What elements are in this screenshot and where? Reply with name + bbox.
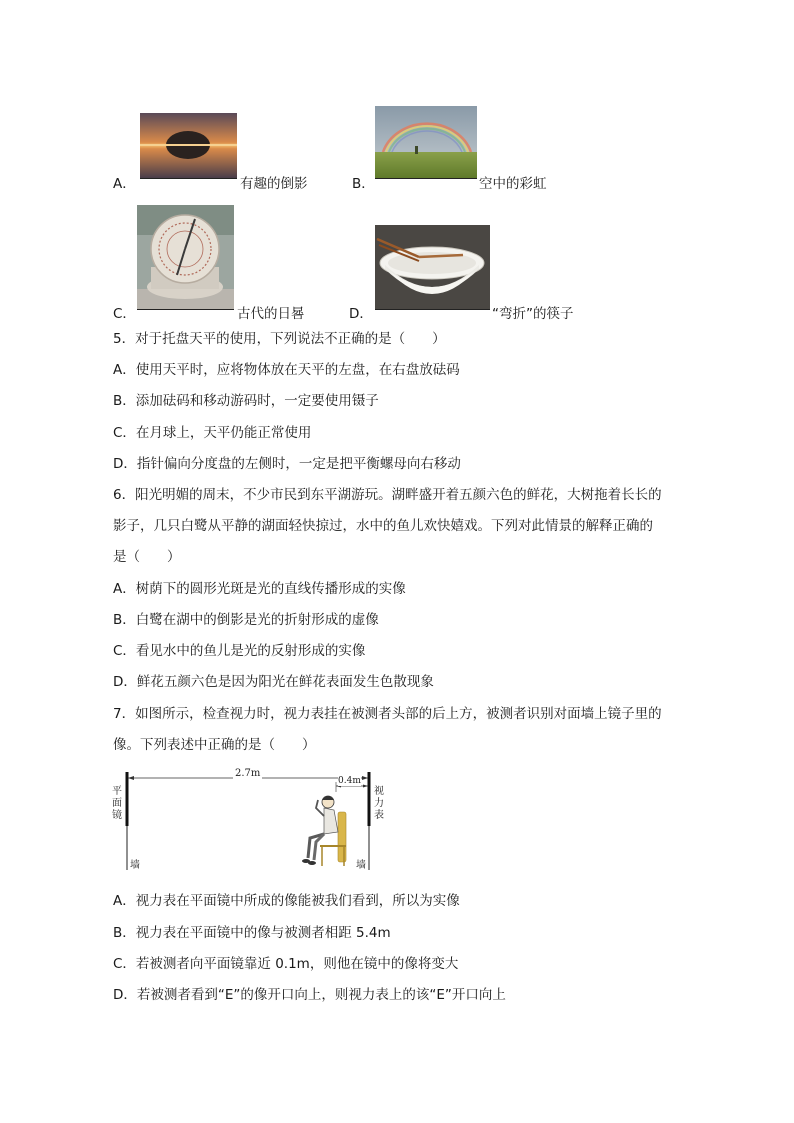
q6-option-b: B．白鹭在湖中的倒影是光的折射形成的虚像 (113, 612, 379, 628)
option-d-caption: “弯折”的筷子 (492, 306, 574, 322)
q7-stem-line-1: 7．如图所示，检查视力时，视力表挂在被测者头部的后上方，被测者识别对面墙上镜子里的 (113, 706, 662, 722)
q6-stem-line-2: 影子，几只白鹭从平静的湖面轻快掠过，水中的鱼儿欢快嬉戏。下列对此情景的解释正确的 (113, 518, 653, 534)
sundial-photo (137, 205, 234, 309)
q7-option-a: A．视力表在平面镜中所成的像能被我们看到，所以为实像 (113, 893, 460, 909)
q6-stem-line-1: 6．阳光明媚的周末，不少市民到东平湖游玩。湖畔盛开着五颜六色的鲜花，大树拖着长长的 (113, 487, 662, 503)
q6-stem-line-3: 是（ ） (113, 549, 181, 565)
rainbow-photo (375, 106, 477, 178)
option-d-letter: D． (349, 306, 373, 322)
q7-option-c: C．若被测者向平面镜靠近 0.1m，则他在镜中的像将变大 (113, 956, 459, 972)
q7-option-b: B．视力表在平面镜中的像与被测者相距 5.4m (113, 925, 391, 941)
seated-person-icon (302, 796, 346, 866)
reflection-photo (140, 113, 237, 178)
option-c-caption: 古代的日晷 (237, 306, 305, 322)
eye-test-diagram (110, 766, 390, 876)
q6-option-a: A．树荫下的圆形光斑是光的直线传播形成的实像 (113, 581, 406, 597)
q7-option-d: D．若被测者看到“E”的像开口向上，则视力表上的该“E”开口向上 (113, 987, 506, 1003)
q5-option-c: C．在月球上，天平仍能正常使用 (113, 425, 312, 441)
q6-option-d: D．鲜花五颜六色是因为阳光在鲜花表面发生色散现象 (113, 674, 434, 690)
option-c-letter: C． (113, 306, 136, 322)
total-distance-label: 2.7m (235, 768, 261, 779)
option-a-caption: 有趣的倒影 (240, 176, 308, 192)
q5-option-b: B．添加砝码和移动游码时，一定要使用镊子 (113, 393, 379, 409)
left-wall-label: 墙 (130, 860, 140, 871)
eye-chart-label: 视力表 (374, 786, 384, 821)
q7-stem-line-2: 像。下列表述中正确的是（ ） (113, 737, 316, 753)
q5-stem: 5．对于托盘天平的使用，下列说法不正确的是（ ） (113, 331, 446, 347)
option-b-caption: 空中的彩虹 (479, 176, 547, 192)
q6-option-c: C．看见水中的鱼儿是光的反射形成的实像 (113, 643, 366, 659)
bent-chopsticks-photo (375, 225, 490, 309)
option-b-letter: B． (352, 176, 375, 192)
chart-distance-label: 0.4m (338, 776, 361, 786)
q5-option-d: D．指针偏向分度盘的左侧时，一定是把平衡螺母向右移动 (113, 456, 461, 472)
option-a-letter: A． (113, 176, 136, 192)
right-wall-label: 墙 (356, 860, 366, 871)
q5-option-a: A．使用天平时，应将物体放在天平的左盘，在右盘放砝码 (113, 362, 460, 378)
mirror-label: 平面镜 (112, 786, 122, 821)
